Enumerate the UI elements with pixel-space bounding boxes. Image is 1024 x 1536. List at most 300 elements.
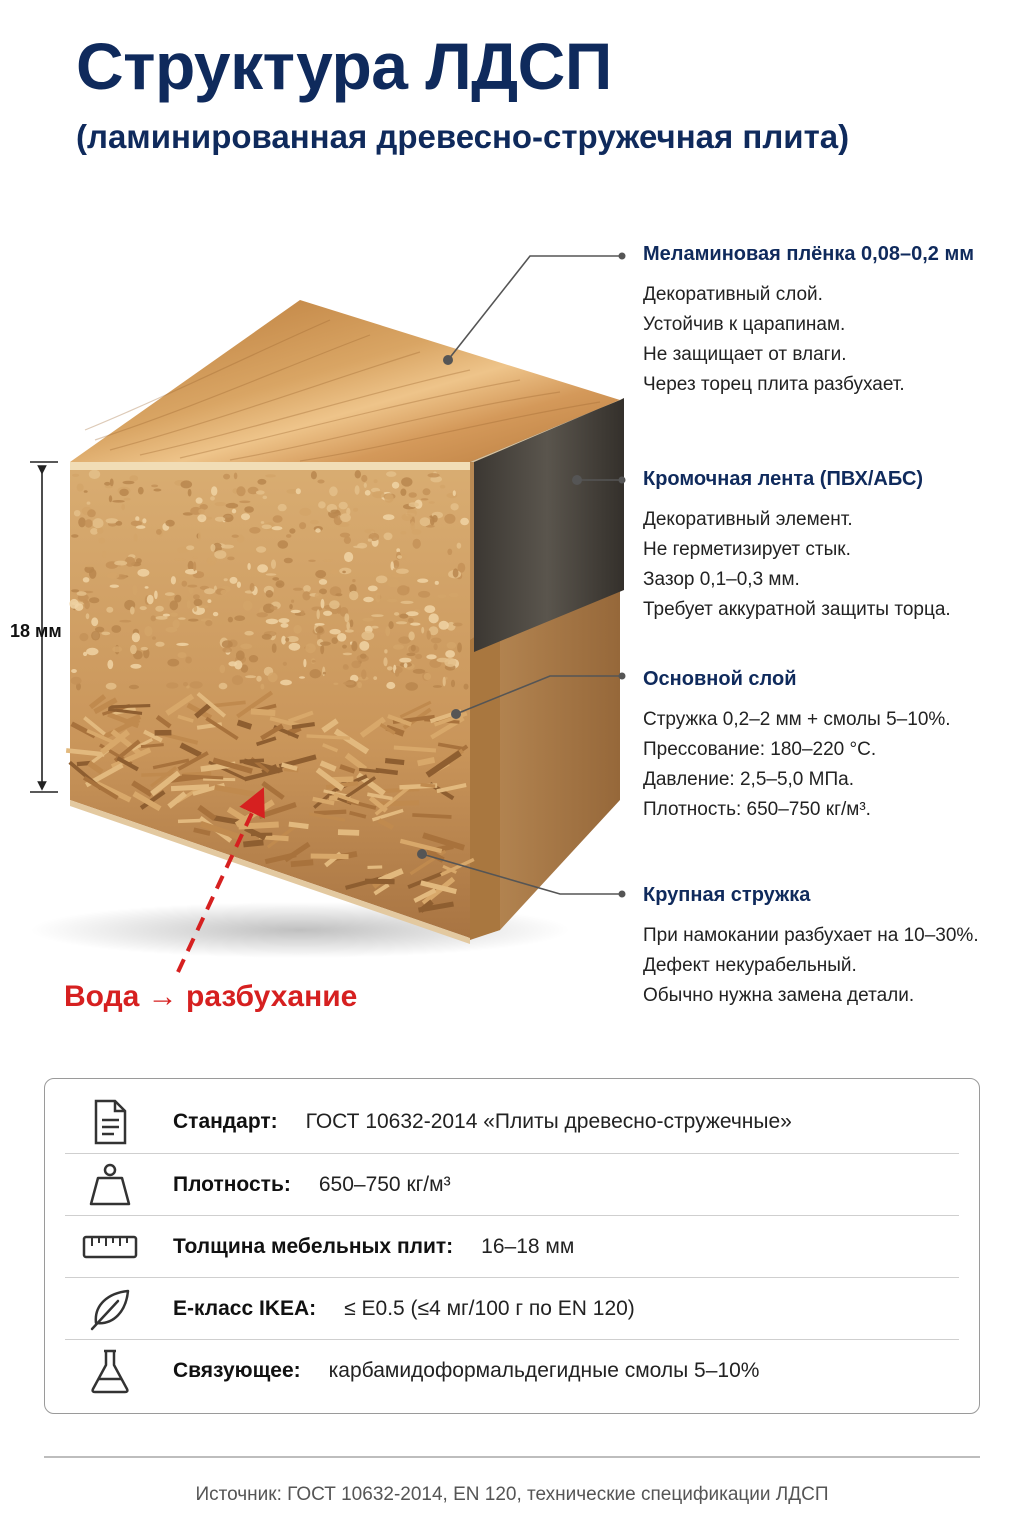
wood-particle xyxy=(205,620,212,626)
wood-particle xyxy=(256,676,261,682)
wood-particle xyxy=(387,666,393,670)
wood-particle xyxy=(130,664,141,669)
wood-particle xyxy=(173,620,180,629)
wood-particle xyxy=(226,503,239,508)
footer-divider xyxy=(44,1456,980,1458)
wood-particle xyxy=(353,508,358,512)
wood-particle xyxy=(364,483,367,488)
wood-particle xyxy=(145,586,149,589)
wood-particle xyxy=(357,682,362,688)
wood-particle xyxy=(249,655,258,662)
callout-heading: Основной слой xyxy=(643,668,797,690)
wood-particle xyxy=(453,568,459,577)
wood-particle xyxy=(151,615,156,621)
wood-particle xyxy=(232,509,236,514)
wood-particle xyxy=(284,558,293,564)
thickness-label: 18 мм xyxy=(10,621,62,641)
wood-particle xyxy=(112,646,122,652)
wood-particle xyxy=(359,641,369,651)
wood-particle xyxy=(83,577,90,582)
wood-particle xyxy=(110,479,114,487)
wood-particle xyxy=(193,562,196,572)
wood-particle xyxy=(123,481,135,484)
wood-particle xyxy=(376,576,388,584)
wood-particle xyxy=(194,599,203,606)
wood-particle xyxy=(116,521,123,526)
wood-particle xyxy=(437,594,446,598)
wood-particle xyxy=(315,593,323,599)
wood-particle xyxy=(424,605,435,613)
wood-particle xyxy=(107,573,119,579)
board-front-face xyxy=(70,462,470,938)
spec-label: E-класс IKEA: xyxy=(173,1296,317,1320)
wood-particle xyxy=(457,642,462,652)
wood-particle xyxy=(174,595,181,603)
wood-particle xyxy=(99,538,106,544)
wood-particle xyxy=(256,612,268,617)
spec-row-standard xyxy=(65,1091,959,1153)
wood-particle xyxy=(257,479,266,485)
wood-particle xyxy=(91,631,100,641)
wood-particle xyxy=(342,645,347,649)
spec-value: карбамидоформальдегидные смолы 5–10% xyxy=(328,1358,760,1382)
wood-particle xyxy=(410,623,420,626)
wood-particle xyxy=(405,682,418,691)
wood-particle xyxy=(167,659,179,667)
wood-particle xyxy=(322,667,325,677)
callout-melamine-film xyxy=(643,243,1013,400)
wood-particle xyxy=(185,657,192,664)
wood-particle xyxy=(429,501,435,504)
wood-particle xyxy=(245,675,256,678)
wood-particle xyxy=(247,563,250,570)
wood-particle xyxy=(109,495,112,502)
wood-particle xyxy=(300,610,304,616)
wood-particle xyxy=(186,545,194,550)
document-icon xyxy=(90,1098,130,1146)
wood-particle xyxy=(278,504,287,511)
wood-particle xyxy=(340,513,351,522)
wood-particle xyxy=(219,665,225,673)
wood-particle xyxy=(104,482,110,486)
wood-particle xyxy=(243,601,252,611)
wood-particle xyxy=(310,520,319,524)
wood-particle xyxy=(418,591,430,598)
wood-particle xyxy=(364,529,375,534)
wood-particle xyxy=(291,610,301,613)
wood-strand xyxy=(338,829,359,836)
wood-particle xyxy=(232,535,239,538)
spec-value: 16–18 мм xyxy=(481,1234,575,1258)
wood-particle xyxy=(453,623,463,627)
wood-particle xyxy=(444,514,455,524)
wood-particle xyxy=(339,502,348,510)
wood-particle xyxy=(374,479,378,483)
wood-particle xyxy=(393,644,404,649)
wood-particle xyxy=(310,669,321,678)
wood-particle xyxy=(311,471,317,479)
specifications-table xyxy=(44,1078,980,1414)
wood-particle xyxy=(411,521,415,530)
callout-heading: Крупная стружка xyxy=(643,884,811,906)
wood-particle xyxy=(112,500,125,503)
wood-particle xyxy=(386,682,395,689)
wood-particle xyxy=(268,672,278,682)
wood-particle xyxy=(351,641,357,651)
wood-particle xyxy=(299,522,306,529)
wood-particle xyxy=(222,647,232,652)
wood-strand xyxy=(311,853,349,859)
callout-heading: Меламиновая плёнка 0,08–0,2 мм xyxy=(643,243,975,265)
wood-particle xyxy=(134,534,138,542)
wood-particle xyxy=(166,682,178,688)
wood-particle xyxy=(97,528,104,534)
wood-particle xyxy=(121,504,125,510)
wood-particle xyxy=(388,580,400,588)
wood-particle xyxy=(211,486,217,495)
spec-row-thickness xyxy=(65,1215,959,1277)
wood-particle xyxy=(170,613,178,617)
wood-particle xyxy=(291,600,294,603)
wood-particle xyxy=(362,618,374,622)
wood-particle xyxy=(136,525,146,529)
wood-particle xyxy=(384,494,393,503)
wood-particle xyxy=(387,599,398,602)
wood-particle xyxy=(384,649,387,653)
wood-particle xyxy=(187,585,197,588)
wood-particle xyxy=(130,607,135,615)
wood-particle xyxy=(453,490,456,496)
wood-particle xyxy=(154,591,158,600)
wood-particle xyxy=(312,660,316,663)
wood-particle xyxy=(234,660,242,669)
wood-particle xyxy=(152,636,156,639)
wood-particle xyxy=(361,669,366,679)
wood-particle xyxy=(396,548,400,552)
wood-particle xyxy=(215,502,227,506)
wood-particle xyxy=(333,683,338,685)
wood-particle xyxy=(272,643,277,653)
wood-particle xyxy=(198,509,204,515)
wood-particle xyxy=(391,561,394,570)
wood-particle xyxy=(244,506,254,513)
wood-particle xyxy=(375,593,381,603)
wood-particle xyxy=(451,503,459,510)
wood-particle xyxy=(278,540,289,548)
wood-particle xyxy=(373,676,377,680)
wood-particle xyxy=(323,611,332,616)
wood-particle xyxy=(392,482,399,489)
callout-line: Не защищает от влаги. xyxy=(643,344,847,365)
wood-particle xyxy=(344,552,353,562)
wood-particle xyxy=(420,517,431,526)
wood-particle xyxy=(71,534,78,537)
wood-particle xyxy=(129,685,139,689)
wood-particle xyxy=(343,681,354,685)
wood-particle xyxy=(207,557,217,566)
wood-particle xyxy=(266,590,274,598)
spec-value: ≤ E0.5 (≤4 мг/100 г по EN 120) xyxy=(344,1296,635,1320)
wood-particle xyxy=(222,640,233,648)
wood-particle xyxy=(276,583,282,586)
wood-particle xyxy=(278,618,289,623)
wood-particle xyxy=(244,631,253,636)
wood-particle xyxy=(421,627,424,634)
wood-particle xyxy=(219,683,228,690)
wood-particle xyxy=(89,597,99,603)
wood-particle xyxy=(71,589,79,592)
wood-particle xyxy=(451,680,455,687)
wood-particle xyxy=(342,571,346,574)
wood-particle xyxy=(236,486,245,496)
wood-particle xyxy=(256,546,266,552)
wood-particle xyxy=(89,470,100,479)
wood-particle xyxy=(401,477,412,486)
wood-particle xyxy=(234,615,245,621)
wood-particle xyxy=(321,599,325,609)
wood-particle xyxy=(84,600,90,609)
wood-particle xyxy=(77,484,84,492)
wood-particle xyxy=(363,597,374,602)
wood-particle xyxy=(447,549,452,555)
wood-particle xyxy=(130,645,137,654)
wood-particle xyxy=(283,662,287,666)
wood-particle xyxy=(193,606,197,612)
spec-row-eclass xyxy=(65,1277,959,1339)
wood-particle xyxy=(400,489,406,496)
wood-particle xyxy=(320,642,331,646)
wood-particle xyxy=(85,565,94,567)
wood-particle xyxy=(411,645,416,652)
page-subtitle: (ламинированная древесно-стружечная плита) xyxy=(76,118,850,155)
wood-particle xyxy=(426,654,436,659)
wood-particle xyxy=(343,665,349,670)
wood-particle xyxy=(101,632,110,636)
wood-particle xyxy=(272,526,283,530)
wood-particle xyxy=(182,581,188,587)
callout-line: Устойчив к царапинам. xyxy=(643,314,846,335)
wood-particle xyxy=(71,669,77,673)
wood-particle xyxy=(270,606,278,610)
wood-particle xyxy=(399,614,408,619)
ruler-icon xyxy=(82,1234,138,1260)
wood-particle xyxy=(240,644,252,650)
callout-line: Декоративный элемент. xyxy=(643,509,853,530)
wood-particle xyxy=(196,497,203,503)
wood-particle xyxy=(457,543,462,549)
wood-particle xyxy=(111,625,121,633)
wood-particle xyxy=(155,606,164,612)
wood-particle xyxy=(447,642,457,649)
callout-line: Зазор 0,1–0,3 мм. xyxy=(643,569,800,590)
wood-particle xyxy=(394,612,399,616)
wood-particle xyxy=(444,658,456,667)
callout-line: Требует аккуратной защиты торца. xyxy=(643,599,951,620)
wood-particle xyxy=(433,685,442,688)
wood-particle xyxy=(266,573,277,575)
callout-line: Декоративный слой. xyxy=(643,284,823,305)
wood-particle xyxy=(153,489,161,492)
wood-particle xyxy=(198,532,201,541)
wood-particle xyxy=(72,474,79,477)
wood-particle xyxy=(262,525,272,530)
wood-particle xyxy=(132,585,137,595)
wood-particle xyxy=(192,556,197,558)
wood-particle xyxy=(413,669,425,674)
wood-particle xyxy=(443,677,446,687)
wood-particle xyxy=(315,626,323,633)
wood-particle xyxy=(396,621,408,624)
wood-strand xyxy=(367,865,382,869)
wood-particle xyxy=(299,676,305,679)
wood-particle xyxy=(87,509,96,517)
wood-particle xyxy=(285,638,289,642)
wood-particle xyxy=(308,560,316,562)
wood-particle xyxy=(272,577,279,581)
wood-particle xyxy=(431,638,442,644)
wood-particle xyxy=(257,564,268,572)
wood-particle xyxy=(350,620,354,628)
laminate-edge xyxy=(70,462,470,470)
wood-particle xyxy=(386,471,396,477)
wood-particle xyxy=(107,660,113,669)
wood-particle xyxy=(85,519,93,527)
wood-particle xyxy=(372,491,384,498)
wood-particle xyxy=(401,601,414,604)
spec-row-binder xyxy=(65,1339,959,1401)
wood-particle xyxy=(178,617,186,619)
wood-particle xyxy=(289,528,295,533)
wood-particle xyxy=(409,502,419,507)
wood-particle xyxy=(361,631,374,640)
wood-particle xyxy=(434,644,438,651)
wood-particle xyxy=(331,510,340,514)
wood-particle xyxy=(464,684,469,690)
leaf-icon xyxy=(88,1287,132,1331)
wood-particle xyxy=(210,544,215,552)
wood-particle xyxy=(77,591,87,596)
wood-particle xyxy=(289,604,293,609)
wood-particle xyxy=(119,620,131,623)
wood-particle xyxy=(193,594,200,599)
wood-particle xyxy=(183,682,188,686)
wood-particle xyxy=(262,634,272,640)
wood-particle xyxy=(311,607,322,611)
wood-particle xyxy=(165,520,174,527)
wood-particle xyxy=(224,578,228,581)
wood-particle xyxy=(293,625,301,634)
wood-particle xyxy=(256,490,265,494)
wood-particle xyxy=(407,509,417,517)
callout-line: Дефект некурабельный. xyxy=(643,955,857,976)
wood-particle xyxy=(329,629,340,635)
callout-line: Прессование: 180–220 °C. xyxy=(643,739,877,760)
wood-particle xyxy=(91,617,98,626)
wood-particle xyxy=(415,654,422,659)
wood-particle xyxy=(383,657,387,666)
flask-icon xyxy=(88,1347,132,1395)
wood-particle xyxy=(213,612,218,616)
wood-strand xyxy=(155,730,172,736)
wood-particle xyxy=(263,496,268,500)
wood-particle xyxy=(280,680,292,686)
wood-particle xyxy=(428,473,440,477)
wood-particle xyxy=(156,529,162,535)
wood-particle xyxy=(324,559,333,562)
wood-particle xyxy=(227,557,234,561)
wood-particle xyxy=(399,658,411,663)
wood-particle xyxy=(135,516,139,521)
wood-particle xyxy=(106,607,113,613)
wood-particle xyxy=(303,659,306,667)
wood-particle xyxy=(355,485,360,495)
wood-particle xyxy=(239,501,250,504)
callout-line: Стружка 0,2–2 мм + смолы 5–10%. xyxy=(643,709,951,730)
wood-particle xyxy=(124,498,131,501)
wood-particle xyxy=(81,573,90,577)
wood-particle xyxy=(75,603,84,611)
wood-particle xyxy=(355,470,361,478)
wood-particle xyxy=(383,514,395,520)
wood-particle xyxy=(232,675,243,685)
wood-particle xyxy=(361,475,367,482)
wood-particle xyxy=(266,619,278,625)
wood-particle xyxy=(215,517,225,522)
wood-particle xyxy=(360,654,367,659)
wood-particle xyxy=(315,570,326,578)
wood-particle xyxy=(204,588,215,594)
wood-particle xyxy=(332,637,338,644)
wood-particle xyxy=(303,585,311,592)
wood-particle xyxy=(315,623,325,626)
wood-particle xyxy=(230,577,238,584)
wood-particle xyxy=(221,590,227,595)
wood-particle xyxy=(265,474,276,477)
spec-label: Плотность: xyxy=(173,1172,291,1196)
wood-particle xyxy=(114,561,127,566)
leader-dot xyxy=(572,475,582,485)
wood-particle xyxy=(156,616,168,620)
wood-particle xyxy=(343,653,353,656)
wood-particle xyxy=(351,661,361,669)
wood-particle xyxy=(349,591,358,601)
wood-particle xyxy=(435,581,439,585)
callout-line: При намокании разбухает на 10–30%. xyxy=(643,925,979,946)
wood-particle xyxy=(315,528,321,532)
wood-particle xyxy=(397,555,402,559)
wood-particle xyxy=(74,510,81,516)
wood-particle xyxy=(296,488,301,494)
wood-particle xyxy=(352,579,355,582)
wood-particle xyxy=(171,576,176,584)
wood-particle xyxy=(408,618,414,623)
callout-heading: Кромочная лента (ПВХ/АБС) xyxy=(643,468,924,490)
wood-particle xyxy=(392,574,404,578)
wood-particle xyxy=(250,583,255,592)
wood-particle xyxy=(234,473,238,480)
weight-icon xyxy=(87,1162,133,1208)
wood-particle xyxy=(319,579,327,585)
wood-particle xyxy=(87,502,91,505)
wood-particle xyxy=(119,489,128,496)
wood-particle xyxy=(144,626,152,636)
wood-particle xyxy=(337,633,346,642)
wood-particle xyxy=(395,669,400,677)
wood-particle xyxy=(409,492,417,498)
wood-particle xyxy=(198,605,208,608)
wood-particle xyxy=(228,617,233,623)
wood-particle xyxy=(137,569,149,577)
